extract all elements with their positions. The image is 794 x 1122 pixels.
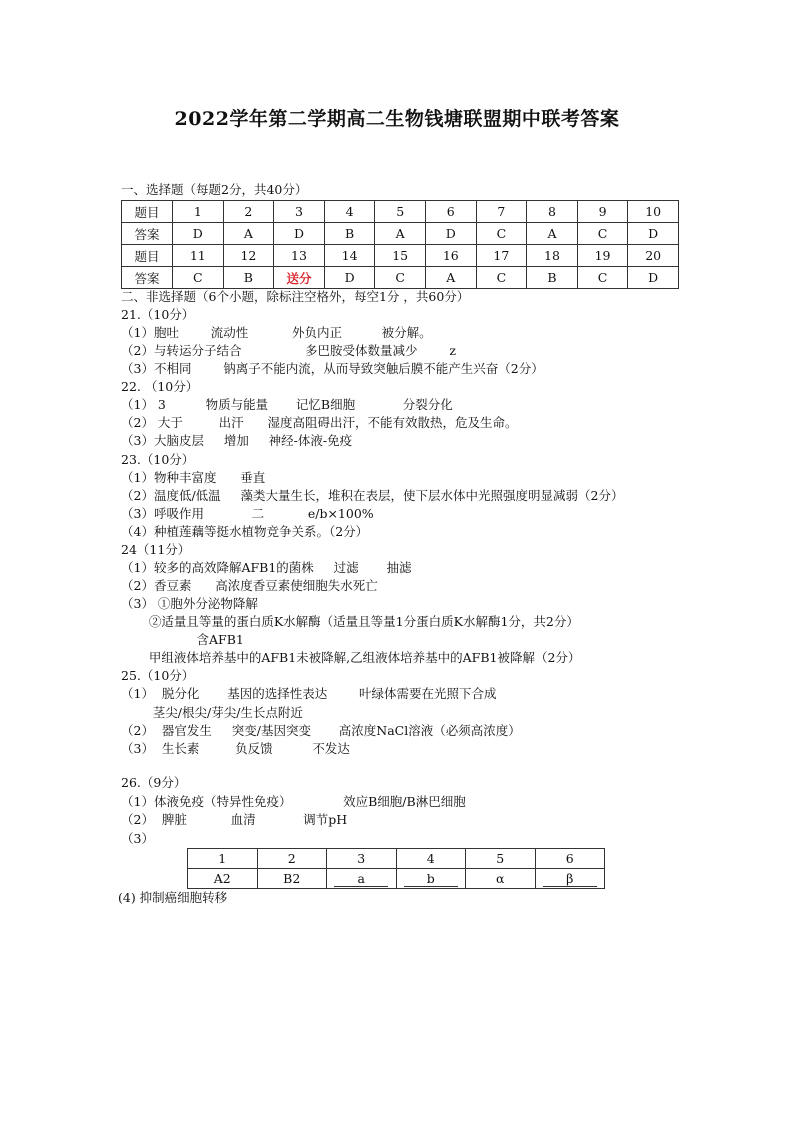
table-cell: 19 [577,245,628,267]
table-cell: A [375,223,426,245]
section1-heading: 一、选择题（每题2分，共40分） [121,182,308,197]
table-row [122,267,679,289]
table-cell: 18 [527,245,578,267]
table-cell: 3 [327,849,397,869]
table-cell: 8 [527,201,578,223]
q23-answer-1: （1）物种丰富度 垂直 [121,470,266,485]
table-cell: 2 [223,201,274,223]
answer-table [121,200,679,289]
q25-answer-1b: 茎尖/根尖/芽尖/生长点附近 [121,705,303,720]
q25-answer-2: （2） 器官发生 突变/基因突变 高浓度NaCl溶液（必须高浓度） [121,723,521,738]
table-cell: C [173,267,224,289]
table-cell: 4 [396,849,466,869]
q26-table [187,848,605,889]
table-cell: A [223,223,274,245]
row-label: 题目 [122,201,173,223]
q25-answer-3: （3） 生长素 负反馈 不发达 [121,741,350,756]
table-cell: B [527,267,578,289]
table-cell: C [476,223,527,245]
table-cell: 11 [173,245,224,267]
table-cell: 20 [628,245,679,267]
table-cell [327,869,397,889]
q24-answer-1: （1）较多的高效降解AFB1的菌株 过滤 抽滤 [121,560,412,575]
q26-heading: 26.（9分） [121,775,187,790]
table-cell: 15 [375,245,426,267]
table-cell: 13 [274,245,325,267]
table-cell: 1 [188,849,258,869]
table-cell: 4 [324,201,375,223]
free-points-cell: 送分 [274,267,325,289]
table-cell: 7 [476,201,527,223]
table-cell: 17 [476,245,527,267]
q23-heading: 23.（10分） [121,452,195,467]
table-cell: 6 [535,849,605,869]
table-row [188,849,605,869]
table-cell: D [173,223,224,245]
table-cell: 3 [274,201,325,223]
table-cell: D [274,223,325,245]
q22-answer-2: （2） 大于 出汗 湿度高阻碍出汗，不能有效散热，危及生命。 [121,415,518,430]
table-cell: A [527,223,578,245]
q25-heading: 25.（10分） [121,668,195,683]
q24-answer-3b: ②适量且等量的蛋白质K水解酶（适量且等量1分蛋白质K水解酶1分，共2分） [121,614,579,629]
table-cell: C [577,223,628,245]
table-cell: 2 [257,849,327,869]
table-cell: A [425,267,476,289]
table-cell: α [466,869,536,889]
q25-answer-1: （1） 脱分化 基因的选择性表达 叶绿体需要在光照下合成 [121,686,497,701]
table-cell: B2 [257,869,327,889]
table-row [122,223,679,245]
table-cell: 12 [223,245,274,267]
table-cell: D [628,223,679,245]
table-cell: C [375,267,426,289]
table-cell: C [577,267,628,289]
q26-answer-1: （1）体液免疫（特异性免疫） 效应B细胞/B淋巴细胞 [121,794,466,809]
q23-answer-2: （2）温度低/低温 藻类大量生长，堆积在表层，使下层水体中光照强度明显减弱（2分） [121,488,624,503]
underlined-answer: a [334,871,388,887]
q26-answer-3: （3） [121,831,154,846]
q23-answer-4: （4）种植莲藕等挺水植物竞争关系。（2分） [121,524,369,539]
table-cell: 14 [324,245,375,267]
section2-heading: 二、非选择题（6个小题，除标注空格外，每空1分 ，共60分） [121,289,470,304]
q23-answer-3: （3）呼吸作用 二 e/b×100% [121,506,374,521]
table-cell: D [425,223,476,245]
table-row [122,201,679,223]
q24-answer-3d: 甲组液体培养基中的AFB1未被降解,乙组液体培养基中的AFB1被降解（2分） [121,650,581,665]
table-cell: B [324,223,375,245]
q24-answer-2: （2）香豆素 高浓度香豆素使细胞失水死亡 [121,578,378,593]
q22-answer-1: （1） 3 物质与能量 记忆B细胞 分裂分化 [121,397,453,412]
table-cell: D [628,267,679,289]
q24-answer-3c: 含AFB1 [121,632,244,647]
row-label: 答案 [122,267,173,289]
table-cell: 5 [466,849,536,869]
underlined-answer: b [404,871,458,887]
q26-answer-4: (4) 抑制癌细胞转移 [118,890,228,905]
q22-answer-3: （3）大脑皮层 增加 神经-体液-免疫 [121,433,353,448]
table-cell: 16 [425,245,476,267]
table-cell: 9 [577,201,628,223]
q24-heading: 24（11分） [121,542,191,557]
table-cell: 10 [628,201,679,223]
q24-answer-3: （3） ①胞外分泌物降解 [121,596,258,611]
table-cell [535,869,605,889]
row-label: 答案 [122,223,173,245]
table-row [188,869,605,889]
q21-answer-2: （2）与转运分子结合 多巴胺受体数量减少 z [121,343,456,358]
table-cell: C [476,267,527,289]
table-cell: D [324,267,375,289]
table-cell: 1 [173,201,224,223]
q26-answer-2: （2） 脾脏 血清 调节pH [121,812,348,827]
underlined-answer: β [543,871,597,887]
table-cell: B [223,267,274,289]
table-row [122,245,679,267]
q22-heading: 22. （10分） [121,379,199,394]
q21-answer-3: （3）不相同 钠离子不能内流，从而导致突触后膜不能产生兴奋（2分） [121,361,544,376]
table-cell: A2 [188,869,258,889]
row-label: 题目 [122,245,173,267]
q21-heading: 21.（10分） [121,307,195,322]
table-cell: 5 [375,201,426,223]
table-cell: 6 [425,201,476,223]
page-title: 2022学年第二学期高二生物钱塘联盟期中联考答案 [174,108,620,130]
q21-answer-1: （1）胞吐 流动性 外负内正 被分解。 [121,325,432,340]
table-cell [396,869,466,889]
